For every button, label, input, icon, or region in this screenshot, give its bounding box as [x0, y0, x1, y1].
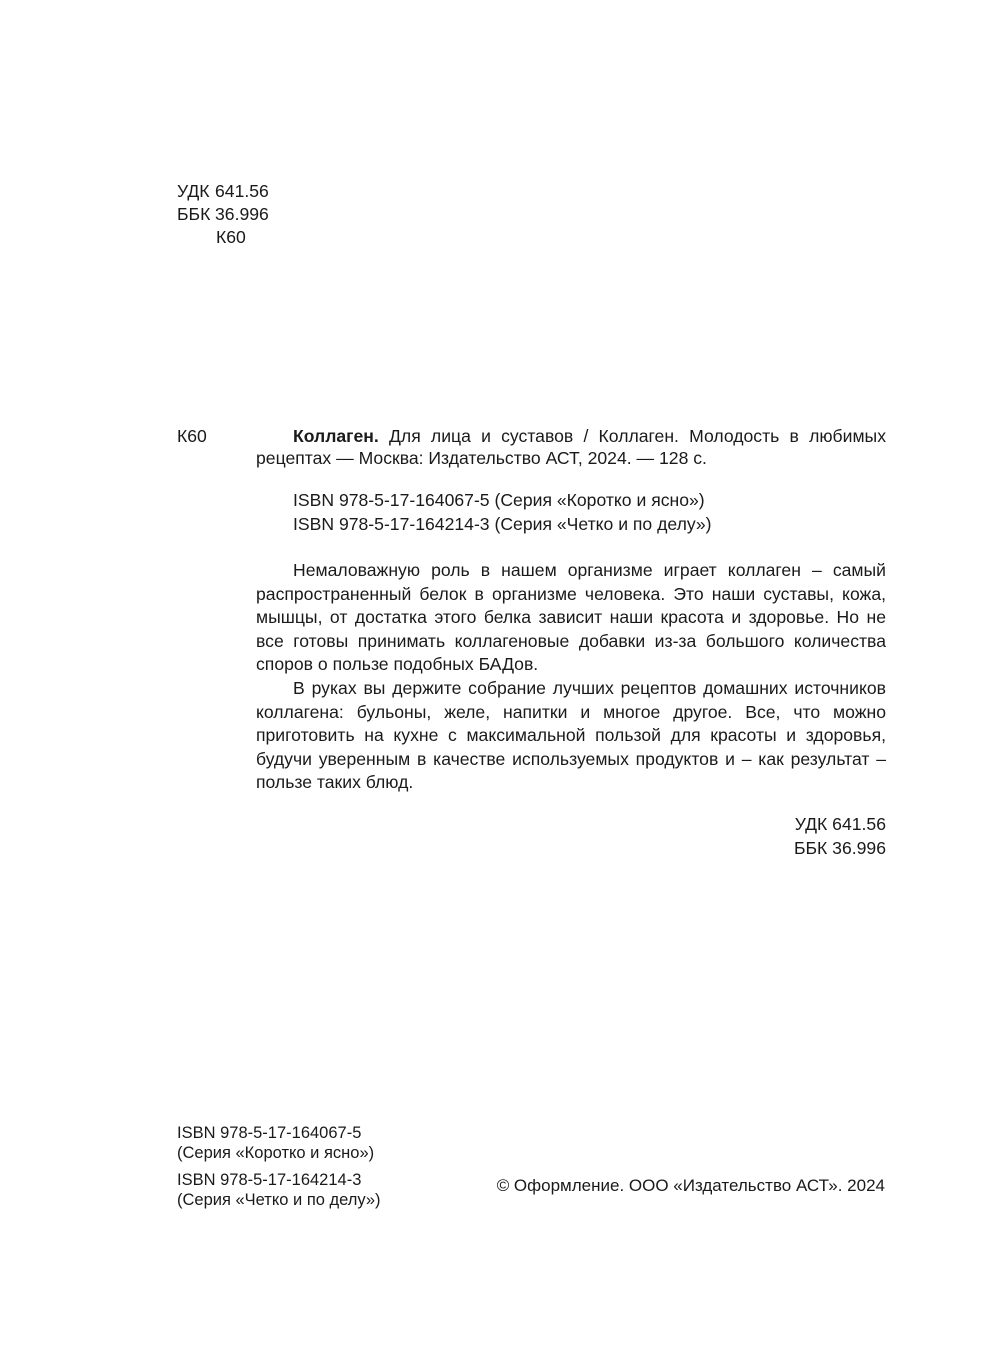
entry-author-mark: К60: [177, 426, 207, 446]
footer-isbn-group: [177, 1123, 381, 1163]
footer-isbn-group: [177, 1170, 381, 1210]
classification-bottom: [256, 813, 886, 861]
footer-series: (Серия «Коротко и ясно»): [177, 1144, 375, 1162]
isbn-line: ISBN 978-5-17-164067-5 (Серия «Коротко и ясно»): [293, 490, 705, 510]
footer-isbn: ISBN 978-5-17-164067-5: [177, 1124, 362, 1142]
footer-isbn-block: [177, 1123, 381, 1217]
catalog-entry: [256, 425, 886, 861]
author-mark-top: К60: [216, 227, 246, 247]
udk-line: [177, 180, 377, 203]
copyright: © Оформление. ООО «Издательство АСТ». 2024: [496, 1176, 885, 1195]
entry-title: Коллаген.: [293, 426, 379, 446]
footer-isbn: ISBN 978-5-17-164214-3: [177, 1171, 362, 1189]
udk-label: УДК: [177, 181, 210, 201]
annotation-paragraph: В руках вы держите собрание лучших рецептов домашних источников коллагена: бульоны, желе, напитки и многое другое. Все, что можно приготовить на кухне с максимальной пользой для красоты и здоровья, будучи уверенным в качестве используемых продуктов и – как результат – пользе таких блюд.: [256, 677, 886, 793]
entry-bibliographic-rest: Для лица и суставов / Коллаген. Молодость в любимых рецептах — Москва: Издательство АСТ, 2024. — 128 с.: [256, 426, 886, 468]
footer-series: (Серия «Четко и по делу»): [177, 1191, 381, 1209]
annotation: [256, 559, 886, 795]
bbk-bottom: ББК 36.996: [793, 837, 886, 858]
isbn-block: [256, 489, 886, 537]
annotation-paragraph: Немаловажную роль в нашем организме играет коллаген – самый распространенный белок в организме человека. Это наши суставы, кожа, мышцы, от достатка этого белка зависит наши красота и здоровье. Но не все готовы принимать коллагеновые добавки из-за большого количества споров о пользе подобных БАДов.: [256, 560, 886, 675]
bibliographic-description: [256, 425, 886, 469]
bbk-label: ББК: [177, 204, 211, 224]
bbk-value: 36.996: [215, 204, 269, 224]
udk-value: 641.56: [215, 181, 269, 201]
bbk-line: [177, 203, 377, 226]
classification-top: [177, 180, 377, 249]
udk-bottom: УДК 641.56: [794, 813, 886, 834]
isbn-line: ISBN 978-5-17-164214-3 (Серия «Четко и по делу»): [293, 514, 712, 534]
